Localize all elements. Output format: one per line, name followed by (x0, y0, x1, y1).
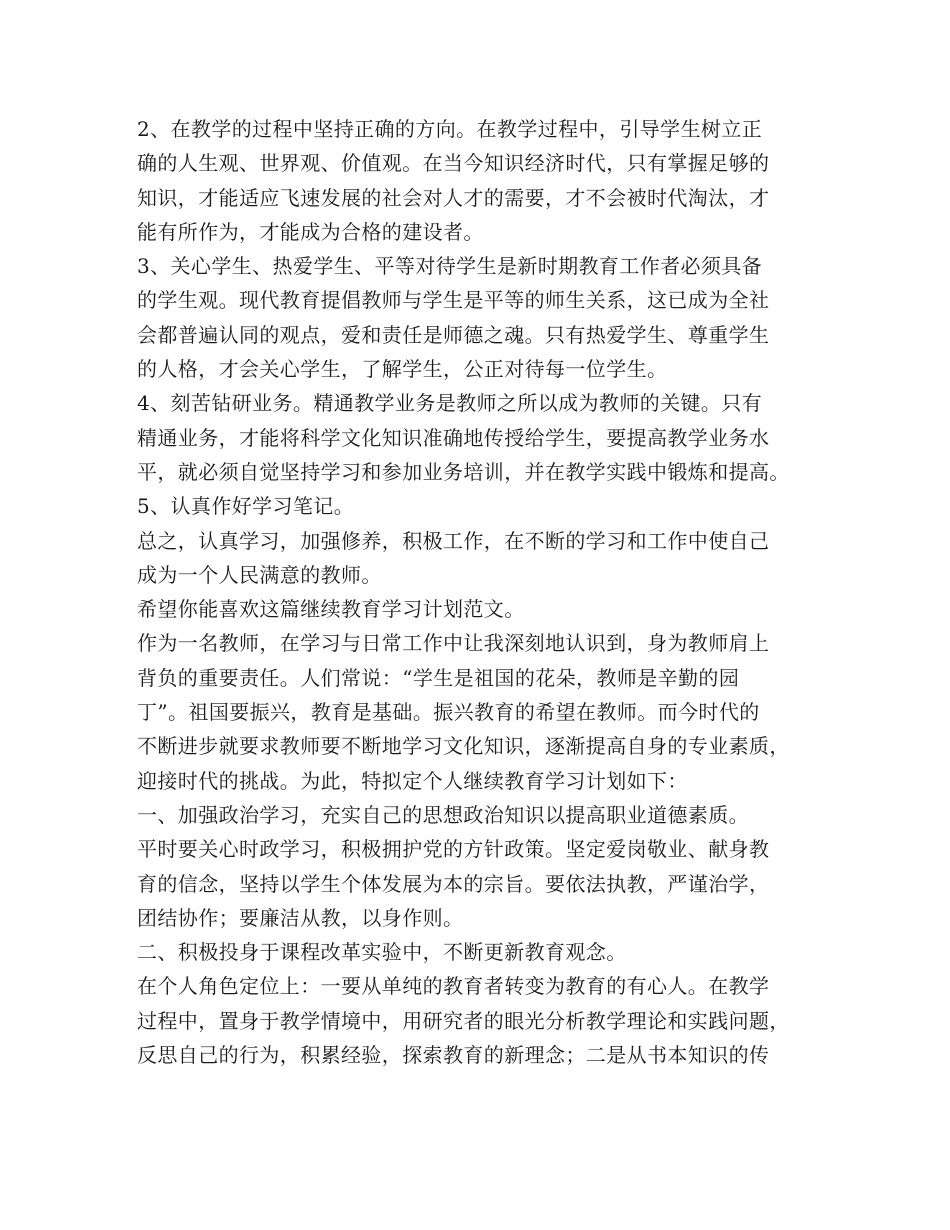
text-line: 背负的重要责任。人们常说：“学生是祖国的花朵，教师是辛勤的园 (137, 665, 740, 690)
text-line: 反思自己的行为，积累经验，探索教育的新理念；二是从书本知识的传 (137, 1043, 770, 1068)
text-line: 二、积极投身于课程改革实验中，不断更新教育观念。 (137, 940, 627, 965)
text-line: 不断进步就要求教师要不断地学习文化知识，逐渐提高自身的专业素质， (137, 734, 790, 759)
text-line: 的人格，才会关心学生，了解学生，公正对待每一位学生。 (137, 357, 668, 382)
text-line: 3、关心学生、热爱学生、平等对待学生是新时期教育工作者必须具备 (137, 254, 763, 279)
text-line: 能有所作为，才能成为合格的建设者。 (137, 219, 484, 244)
document-body (137, 112, 827, 1072)
text-line: 2、在教学的过程中坚持正确的方向。在教学过程中，引导学生树立正 (137, 117, 763, 141)
text-line: 希望你能喜欢这篇继续教育学习计划范文。 (137, 597, 525, 622)
text-line: 平，就必须自觉坚持学习和参加业务培训，并在教学实践中锻炼和提高。 (137, 459, 790, 484)
text-line: 4、刻苦钻研业务。精通教学业务是教师之所以成为教师的关键。只有 (137, 391, 763, 416)
text-line: 作为一名教师，在学习与日常工作中让我深刻地认识到，身为教师肩上 (137, 631, 770, 656)
text-line: 的学生观。现代教育提倡教师与学生是平等的师生关系，这已成为全社 (137, 288, 770, 313)
text-line: 总之，认真学习，加强修养，积极工作，在不断的学习和工作中使自己 (137, 528, 770, 553)
text-line: 精通业务，才能将科学文化知识准确地传授给学生，要提高教学业务水 (137, 425, 770, 450)
text-line: 平时要关心时政学习，积极拥护党的方针政策。坚定爱岗敬业、献身教 (137, 837, 770, 862)
text-line: 一、加强政治学习，充实自己的思想政治知识以提高职业道德素质。 (137, 802, 749, 827)
text-line: 育的信念，坚持以学生个体发展为本的宗旨。要依法执教，严谨治学， (137, 871, 770, 896)
text-line: 迎接时代的挑战。为此，特拟定个人继续教育学习计划如下： (137, 768, 688, 793)
text-line: 确的人生观、世界观、价值观。在当今知识经济时代，只有掌握足够的 (137, 151, 770, 176)
text-line: 知识，才能适应飞速发展的社会对人才的需要，才不会被时代淘汰，才 (137, 185, 770, 210)
text-line: 在个人角色定位上：一要从单纯的教育者转变为教育的有心人。在教学 (137, 974, 770, 999)
text-line: 成为一个人民满意的教师。 (137, 562, 382, 587)
text-line: 丁”。祖国要振兴，教育是基础。振兴教育的希望在教师。而今时代的 (137, 700, 760, 725)
text-line: 过程中，置身于教学情境中，用研究者的眼光分析教学理论和实践问题， (137, 1008, 790, 1033)
text-line: 团结协作；要廉洁从教，以身作则。 (137, 905, 464, 930)
text-line: 5、认真作好学习笔记。 (137, 494, 355, 519)
text-line: 会都普遍认同的观点，爱和责任是师德之魂。只有热爱学生、尊重学生 (137, 322, 770, 347)
